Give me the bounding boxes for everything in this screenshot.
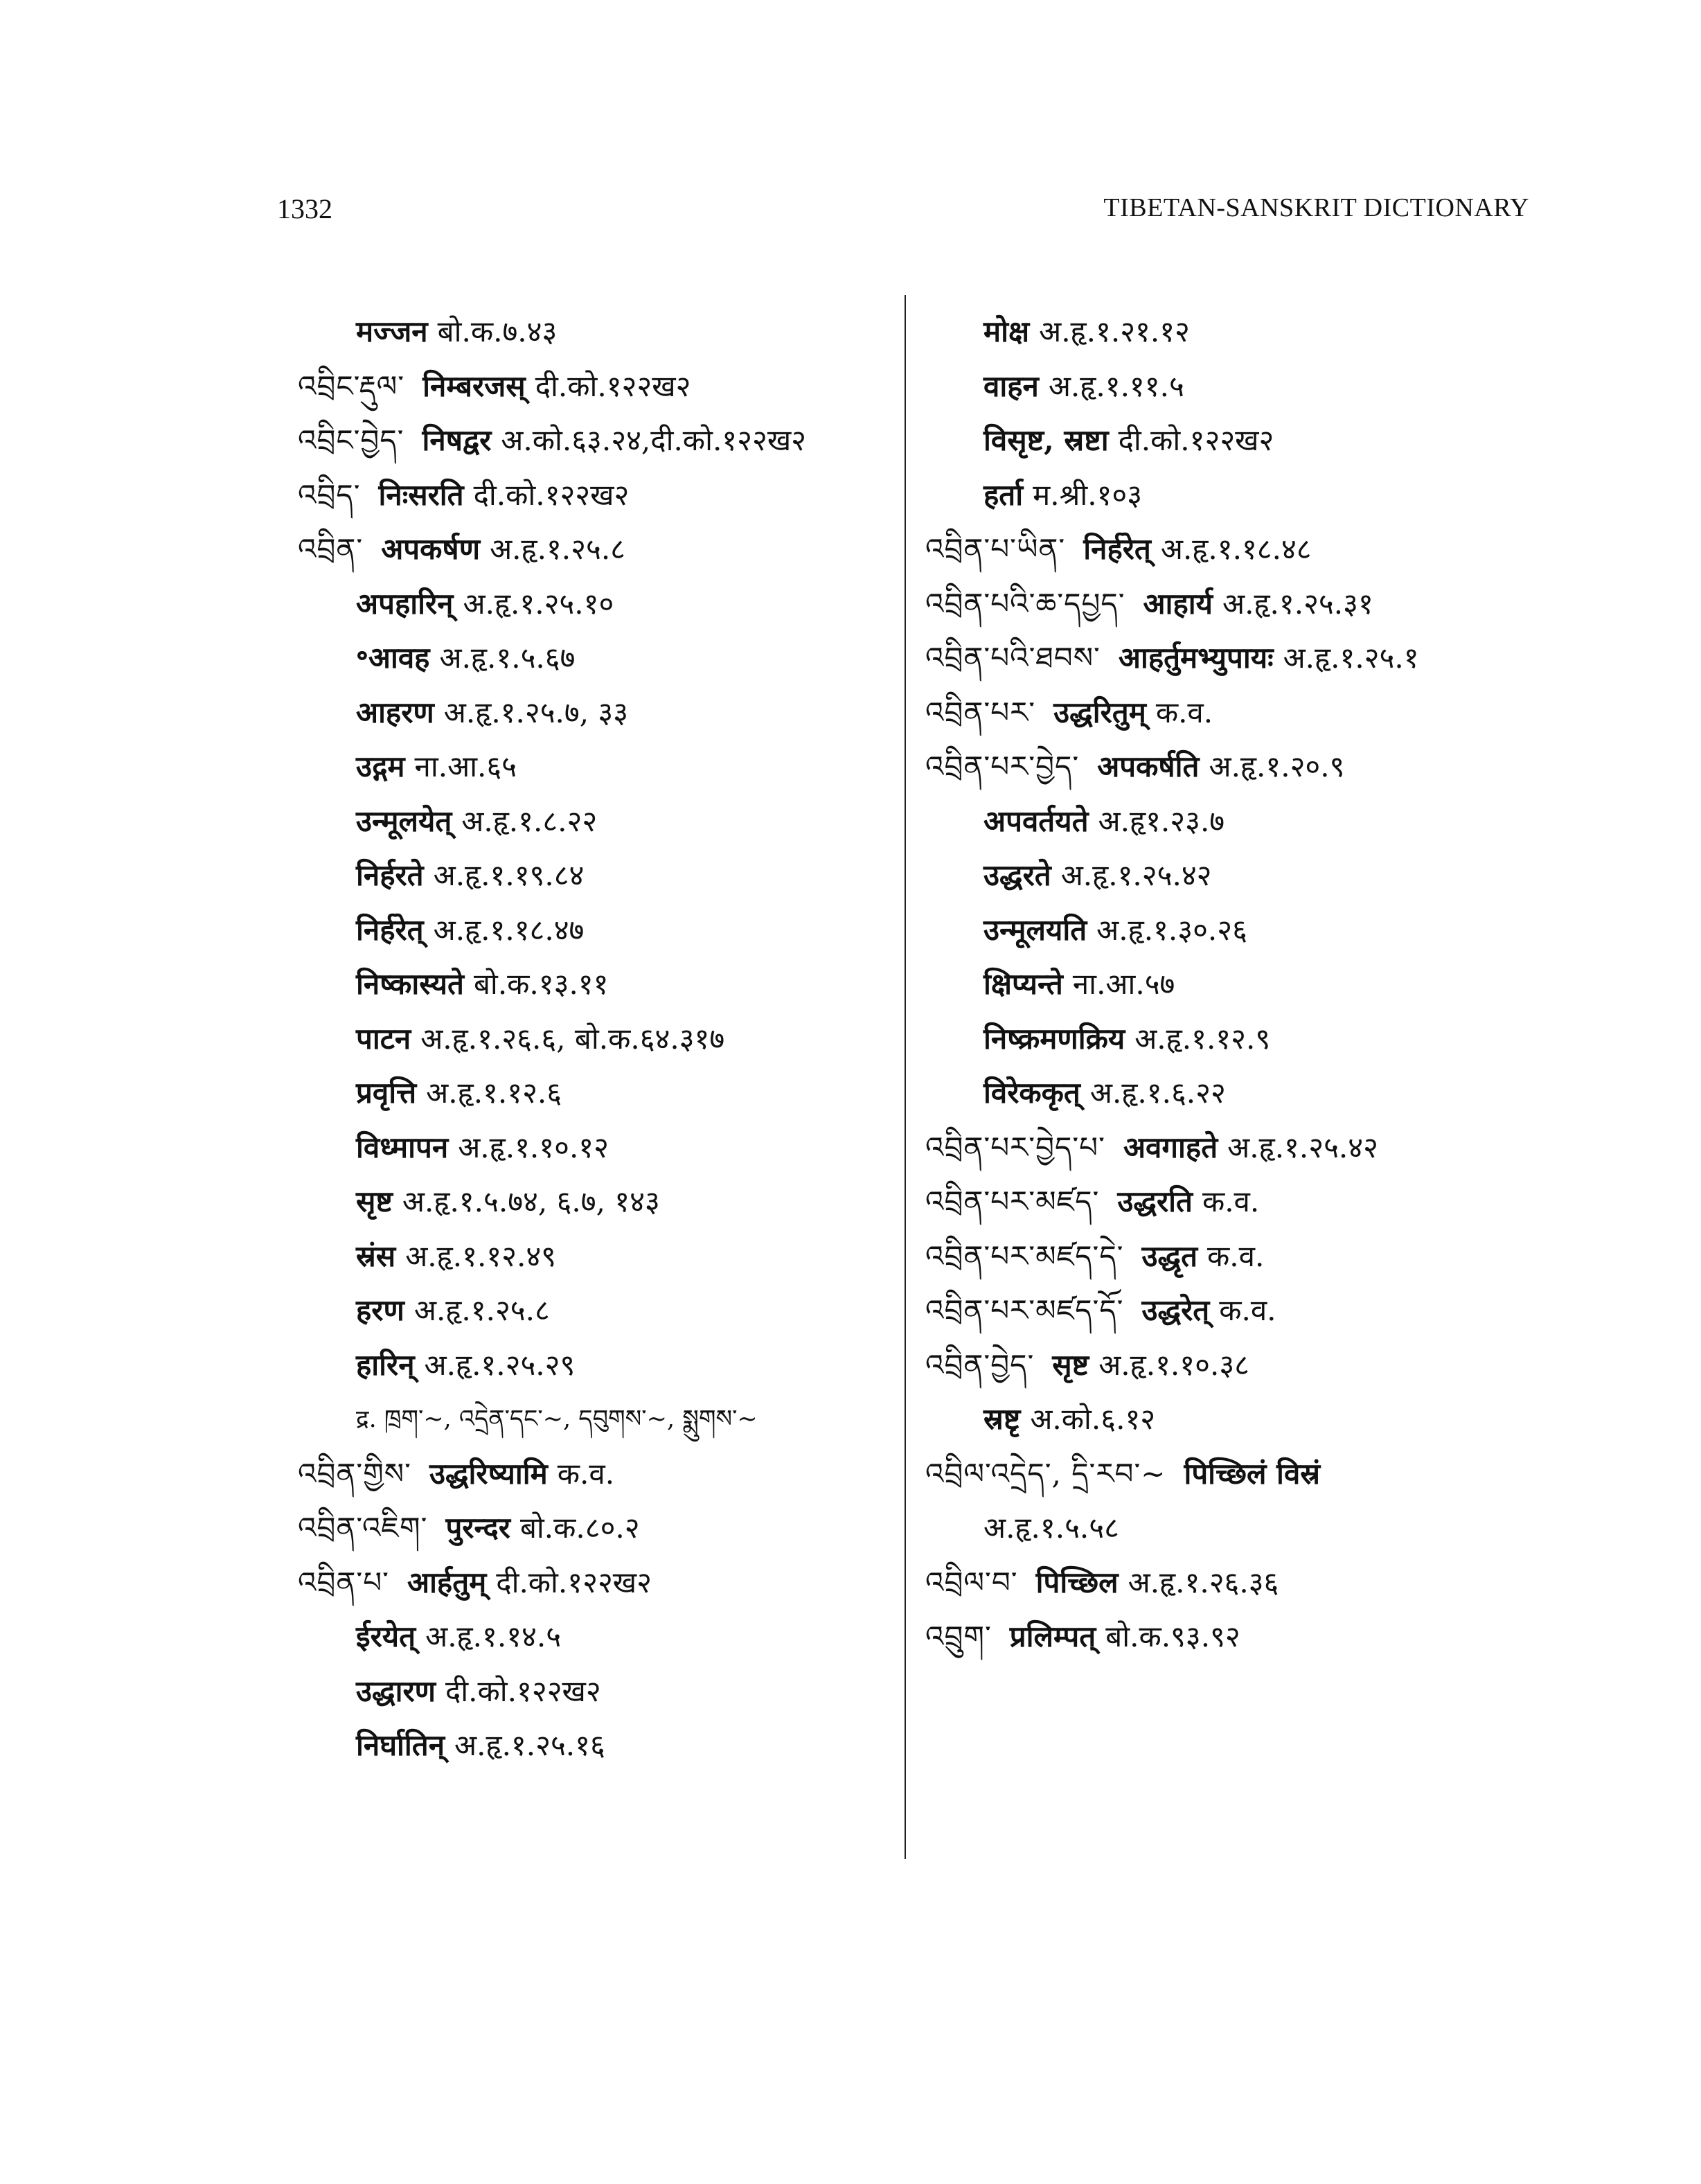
source-reference: अ.हृ.१.२५.१६ bbox=[454, 1728, 605, 1762]
source-reference: दी.को.१२२ख२ bbox=[445, 1673, 601, 1708]
sanskrit-equivalent: क्षिप्यन्ते bbox=[983, 967, 1063, 1001]
tibetan-headword: འབྲིལ་བ་ bbox=[925, 1565, 1018, 1599]
page-number: 1332 bbox=[277, 193, 332, 224]
sanskrit-equivalent: हर्ता bbox=[983, 477, 1024, 512]
sanskrit-equivalent: उन्मूलयति bbox=[983, 912, 1087, 947]
tibetan-headword: འབྲིན་པར་མཛད་ bbox=[925, 1184, 1100, 1218]
source-reference: अ.हृ.१.२०.९ bbox=[1209, 749, 1345, 783]
sanskrit-equivalent: ईरयेत् bbox=[356, 1619, 416, 1653]
dictionary-subentry bbox=[298, 631, 900, 686]
dictionary-subentry bbox=[298, 849, 900, 903]
sanskrit-equivalent: मोक्ष bbox=[983, 314, 1030, 348]
sanskrit-equivalent: उद्धरितुम् bbox=[1053, 695, 1146, 729]
dictionary-entry bbox=[925, 1338, 1549, 1393]
tibetan-headword: འབྲིན་པ་ bbox=[298, 1565, 389, 1599]
sanskrit-equivalent: पिच्छिल bbox=[1035, 1565, 1119, 1599]
dictionary-entry bbox=[298, 359, 900, 414]
source-reference: अ.हृ.१.५.६७ bbox=[439, 641, 576, 675]
source-reference: अ.हृ.१.११.५ bbox=[1048, 369, 1184, 403]
sanskrit-equivalent: मज्जन bbox=[356, 314, 428, 348]
source-reference: अ.हृ.१.१२.६ bbox=[426, 1076, 562, 1110]
tibetan-headword: འབྲིད་ bbox=[298, 477, 361, 512]
source-reference: अ.को.६.१२ bbox=[1030, 1402, 1156, 1436]
dictionary-subentry bbox=[925, 957, 1549, 1012]
source-reference: अ.हृ.१.२५.४२ bbox=[1060, 858, 1212, 892]
tibetan-headword: འབྲིན་པའི་ཐབས་ bbox=[925, 641, 1101, 675]
source-reference: क.व. bbox=[1207, 1239, 1265, 1273]
source-reference: अ.हृ१.२३.७ bbox=[1098, 804, 1225, 838]
source-reference: बो.क.८०.२ bbox=[519, 1511, 640, 1545]
sanskrit-equivalent: निःसरति bbox=[378, 477, 464, 512]
sanskrit-equivalent: निर्हरेत् bbox=[356, 912, 424, 947]
dictionary-subentry bbox=[298, 1012, 900, 1067]
dictionary-subentry bbox=[298, 305, 900, 359]
sanskrit-equivalent: आहर्तुमभ्युपायः bbox=[1118, 641, 1274, 675]
dictionary-subentry bbox=[298, 1229, 900, 1284]
source-reference: अ.हृ.१.५.५८ bbox=[983, 1511, 1119, 1545]
source-reference: अ.हृ.१.२५.१ bbox=[1283, 641, 1419, 675]
dictionary-entry bbox=[925, 522, 1549, 577]
dictionary-subentry bbox=[298, 903, 900, 958]
sanskrit-equivalent: हारिन् bbox=[356, 1347, 415, 1382]
source-reference: दी.को.१२२ख२ bbox=[535, 369, 691, 403]
sanskrit-equivalent: सृष्ट bbox=[356, 1184, 393, 1218]
dictionary-entry bbox=[298, 1501, 900, 1556]
dictionary-subentry bbox=[298, 1719, 900, 1773]
sanskrit-equivalent: निर्हरेत् bbox=[1083, 532, 1151, 566]
source-reference: अ.हृ.१.६.२२ bbox=[1089, 1076, 1226, 1110]
tibetan-headword: འབྲིན་པར་བྱེད་ bbox=[925, 749, 1080, 783]
dictionary-entry bbox=[298, 1556, 900, 1610]
dictionary-entry bbox=[925, 1121, 1549, 1175]
sanskrit-equivalent: आहरण bbox=[356, 695, 434, 729]
sanskrit-equivalent: आहार्य bbox=[1143, 586, 1213, 621]
source-reference: दी.को.१२२ख२ bbox=[1118, 423, 1274, 457]
tibetan-headword: འབྲིན་པར་བྱེད་པ་ bbox=[925, 1130, 1105, 1164]
dictionary-subentry bbox=[298, 1392, 900, 1447]
column-divider bbox=[905, 295, 906, 1859]
source-reference: अ.हृ.१.२५.३१ bbox=[1222, 586, 1373, 621]
source-reference: क.व. bbox=[557, 1456, 615, 1491]
dictionary-entry bbox=[298, 414, 900, 468]
sanskrit-equivalent: अपवर्तयते bbox=[983, 804, 1089, 838]
running-title: TIBETAN-SANSKRIT DICTIONARY bbox=[1103, 193, 1529, 222]
sanskrit-equivalent: उद्धरति bbox=[1117, 1184, 1193, 1218]
source-reference: बो.क.१३.११ bbox=[473, 967, 609, 1001]
source-reference: अ.हृ.१.२५.८ bbox=[490, 532, 626, 566]
dictionary-entry bbox=[298, 522, 900, 577]
source-reference: क.व. bbox=[1202, 1184, 1260, 1218]
sanskrit-equivalent: निष्क्रमणक्रिय bbox=[983, 1021, 1125, 1056]
sanskrit-equivalent: अपहारिन् bbox=[356, 586, 454, 621]
dictionary-subentry bbox=[298, 957, 900, 1012]
sanskrit-equivalent: उद्धरते bbox=[983, 858, 1051, 892]
sanskrit-equivalent: ॰आवह bbox=[356, 641, 430, 675]
tibetan-headword: འབྲིན་འཇིག་ bbox=[298, 1511, 428, 1545]
dictionary-subentry bbox=[298, 1175, 900, 1229]
dictionary-entry bbox=[925, 1447, 1549, 1502]
dictionary-subentry bbox=[298, 1338, 900, 1393]
tibetan-headword: འབྲིན་པར་མཛད་དེ་ bbox=[925, 1239, 1124, 1273]
dictionary-entry bbox=[925, 740, 1549, 794]
dictionary-entry bbox=[925, 631, 1549, 686]
dictionary-entry bbox=[925, 577, 1549, 632]
source-reference: अ.हृ.१.८.२२ bbox=[461, 804, 598, 838]
page-header bbox=[0, 193, 1701, 234]
dictionary-entry bbox=[925, 686, 1549, 740]
source-reference: अ.हृ.१.१०.१२ bbox=[458, 1130, 609, 1164]
sanskrit-equivalent: सृष्ट bbox=[1052, 1347, 1089, 1382]
sanskrit-equivalent: स्रंस bbox=[356, 1239, 396, 1273]
sanskrit-equivalent: विरेककृत् bbox=[983, 1076, 1080, 1110]
sanskrit-equivalent: उद्गम bbox=[356, 749, 405, 783]
dictionary-subentry bbox=[298, 686, 900, 740]
source-reference: अ.को.६३.२४,दी.को.१२२ख२ bbox=[501, 423, 807, 457]
sanskrit-equivalent: स्रष्टृ bbox=[983, 1402, 1021, 1436]
sanskrit-equivalent: पुरन्दर bbox=[445, 1511, 510, 1545]
sanskrit-equivalent: निषद्वर bbox=[422, 423, 492, 457]
dictionary-subentry bbox=[925, 903, 1549, 958]
sanskrit-equivalent: विध्मापन bbox=[356, 1130, 449, 1164]
sanskrit-equivalent: निर्घातिन् bbox=[356, 1728, 445, 1762]
source-reference: म.श्री.१०३ bbox=[1033, 477, 1143, 512]
sanskrit-equivalent: पिच्छिलं विस्रं bbox=[1184, 1456, 1321, 1491]
source-reference: दी.को.१२२ख२ bbox=[473, 477, 630, 512]
sanskrit-equivalent: आर्हतुम् bbox=[407, 1565, 487, 1599]
dictionary-subentry bbox=[925, 1066, 1549, 1121]
dictionary-subentry bbox=[925, 849, 1549, 903]
source-reference: अ.हृ.१.२१.१२ bbox=[1039, 314, 1190, 348]
dictionary-subentry bbox=[298, 794, 900, 849]
tibetan-headword: འབྲིན་པའི་ཆ་དཔྱད་ bbox=[925, 586, 1125, 621]
dictionary-subentry bbox=[925, 794, 1549, 849]
tibetan-headword: འབྲིན་པར་མཛད་དོ་ bbox=[925, 1293, 1124, 1327]
source-reference: ना.आ.५७ bbox=[1072, 967, 1175, 1001]
dictionary-entry bbox=[925, 1229, 1549, 1284]
source-reference: अ.हृ.१.३०.२६ bbox=[1096, 912, 1247, 947]
tibetan-headword: འབྲིང་རྡུལ་ bbox=[298, 369, 405, 403]
dictionary-subentry bbox=[925, 1392, 1549, 1447]
tibetan-headword: འབྲིན་པར་ bbox=[925, 695, 1036, 729]
dictionary-subentry bbox=[925, 414, 1549, 468]
dictionary-subentry bbox=[925, 359, 1549, 414]
dictionary-subentry bbox=[925, 1501, 1549, 1556]
source-reference: अ.हृ.१.१०.३८ bbox=[1098, 1347, 1249, 1382]
dictionary-subentry bbox=[925, 1012, 1549, 1067]
dictionary-subentry bbox=[298, 1284, 900, 1338]
sanskrit-equivalent: उद्धरेत् bbox=[1141, 1293, 1210, 1327]
dictionary-entry bbox=[298, 1447, 900, 1502]
sanskrit-equivalent: अवगाहते bbox=[1123, 1130, 1218, 1164]
sanskrit-equivalent: उद्धृत bbox=[1141, 1239, 1198, 1273]
sanskrit-equivalent: निष्कास्यते bbox=[356, 967, 464, 1001]
source-reference: बो.क.९३.९२ bbox=[1105, 1619, 1240, 1653]
dictionary-subentry bbox=[298, 577, 900, 632]
source-reference: अ.हृ.१.१८.४७ bbox=[433, 912, 585, 947]
dictionary-subentry bbox=[298, 740, 900, 794]
sanskrit-equivalent: उन्मूलयेत् bbox=[356, 804, 452, 838]
dictionary-subentry bbox=[298, 1610, 900, 1664]
source-reference: बो.क.७.४३ bbox=[437, 314, 558, 348]
sanskrit-equivalent: निम्बरजस् bbox=[422, 369, 526, 403]
source-reference: द्र. ཁྲག་~, འདྲེན་དང་~, དབུགས་~, སྨུགས་~ bbox=[356, 1405, 758, 1433]
dictionary-subentry bbox=[298, 1066, 900, 1121]
source-reference: अ.हृ.१.२६.३६ bbox=[1128, 1565, 1279, 1599]
dictionary-entry bbox=[925, 1556, 1549, 1610]
source-reference: क.व. bbox=[1219, 1293, 1276, 1327]
source-reference: अ.हृ.१.१४.५ bbox=[425, 1619, 562, 1653]
source-reference: अ.हृ.१.५.७४, ६.७, १४३ bbox=[402, 1184, 660, 1218]
dictionary-subentry bbox=[298, 1664, 900, 1719]
dictionary-entry bbox=[925, 1610, 1549, 1664]
tibetan-headword: འབྲིན་གྱིས་ bbox=[298, 1456, 411, 1491]
sanskrit-equivalent: हरण bbox=[356, 1293, 404, 1327]
dictionary-entry bbox=[925, 1175, 1549, 1229]
source-reference: अ.हृ.१.१२.४९ bbox=[405, 1239, 557, 1273]
sanskrit-equivalent: प्रवृत्ति bbox=[356, 1076, 417, 1110]
dictionary-subentry bbox=[925, 305, 1549, 359]
sanskrit-equivalent: उद्धरिष्यामि bbox=[429, 1456, 548, 1491]
dictionary-subentry bbox=[925, 468, 1549, 523]
sanskrit-equivalent: वाहन bbox=[983, 369, 1039, 403]
tibetan-headword: འབྲིན་པ་ཡིན་ bbox=[925, 532, 1066, 566]
tibetan-headword: འབྲུག་ bbox=[925, 1619, 992, 1653]
sanskrit-equivalent: उद्धारण bbox=[356, 1673, 436, 1708]
source-reference: अ.हृ.१.२५.१० bbox=[463, 586, 614, 621]
sanskrit-equivalent: निर्हरते bbox=[356, 858, 424, 892]
tibetan-headword: འབྲིན་ bbox=[298, 532, 364, 566]
source-reference: दी.को.१२२ख२ bbox=[496, 1565, 652, 1599]
source-reference: अ.हृ.१.२६.६, बो.क.६४.३१७ bbox=[420, 1021, 725, 1056]
sanskrit-equivalent: विसृष्ट, स्रष्टा bbox=[983, 423, 1109, 457]
source-reference: अ.हृ.१.१९.८४ bbox=[433, 858, 585, 892]
tibetan-headword: འབྲིན་བྱེད་ bbox=[925, 1347, 1035, 1382]
sanskrit-equivalent: पाटन bbox=[356, 1021, 411, 1056]
source-reference: अ.हृ.१.१२.९ bbox=[1134, 1021, 1271, 1056]
source-reference: अ.हृ.१.१८.४८ bbox=[1160, 532, 1312, 566]
sanskrit-equivalent: अपकर्षति bbox=[1097, 749, 1200, 783]
source-reference: अ.हृ.१.२५.८ bbox=[413, 1293, 550, 1327]
right-column bbox=[925, 305, 1549, 1664]
tibetan-headword: འབྲིལ་འདྲེད་, དྲི་རབ་~ bbox=[925, 1456, 1166, 1491]
source-reference: क.व. bbox=[1155, 695, 1213, 729]
source-reference: अ.हृ.१.२५.२९ bbox=[424, 1347, 576, 1382]
dictionary-subentry bbox=[298, 1121, 900, 1175]
source-reference: अ.हृ.१.२५.७, ३३ bbox=[443, 695, 629, 729]
dictionary-entry bbox=[298, 468, 900, 523]
tibetan-headword: འབྲིང་བྱེད་ bbox=[298, 423, 404, 457]
source-reference: ना.आ.६५ bbox=[414, 749, 517, 783]
left-column bbox=[298, 305, 900, 1773]
sanskrit-equivalent: अपकर्षण bbox=[381, 532, 481, 566]
source-reference: अ.हृ.१.२५.४२ bbox=[1227, 1130, 1378, 1164]
dictionary-entry bbox=[925, 1284, 1549, 1338]
sanskrit-equivalent: प्रलिम्पत् bbox=[1009, 1619, 1096, 1653]
